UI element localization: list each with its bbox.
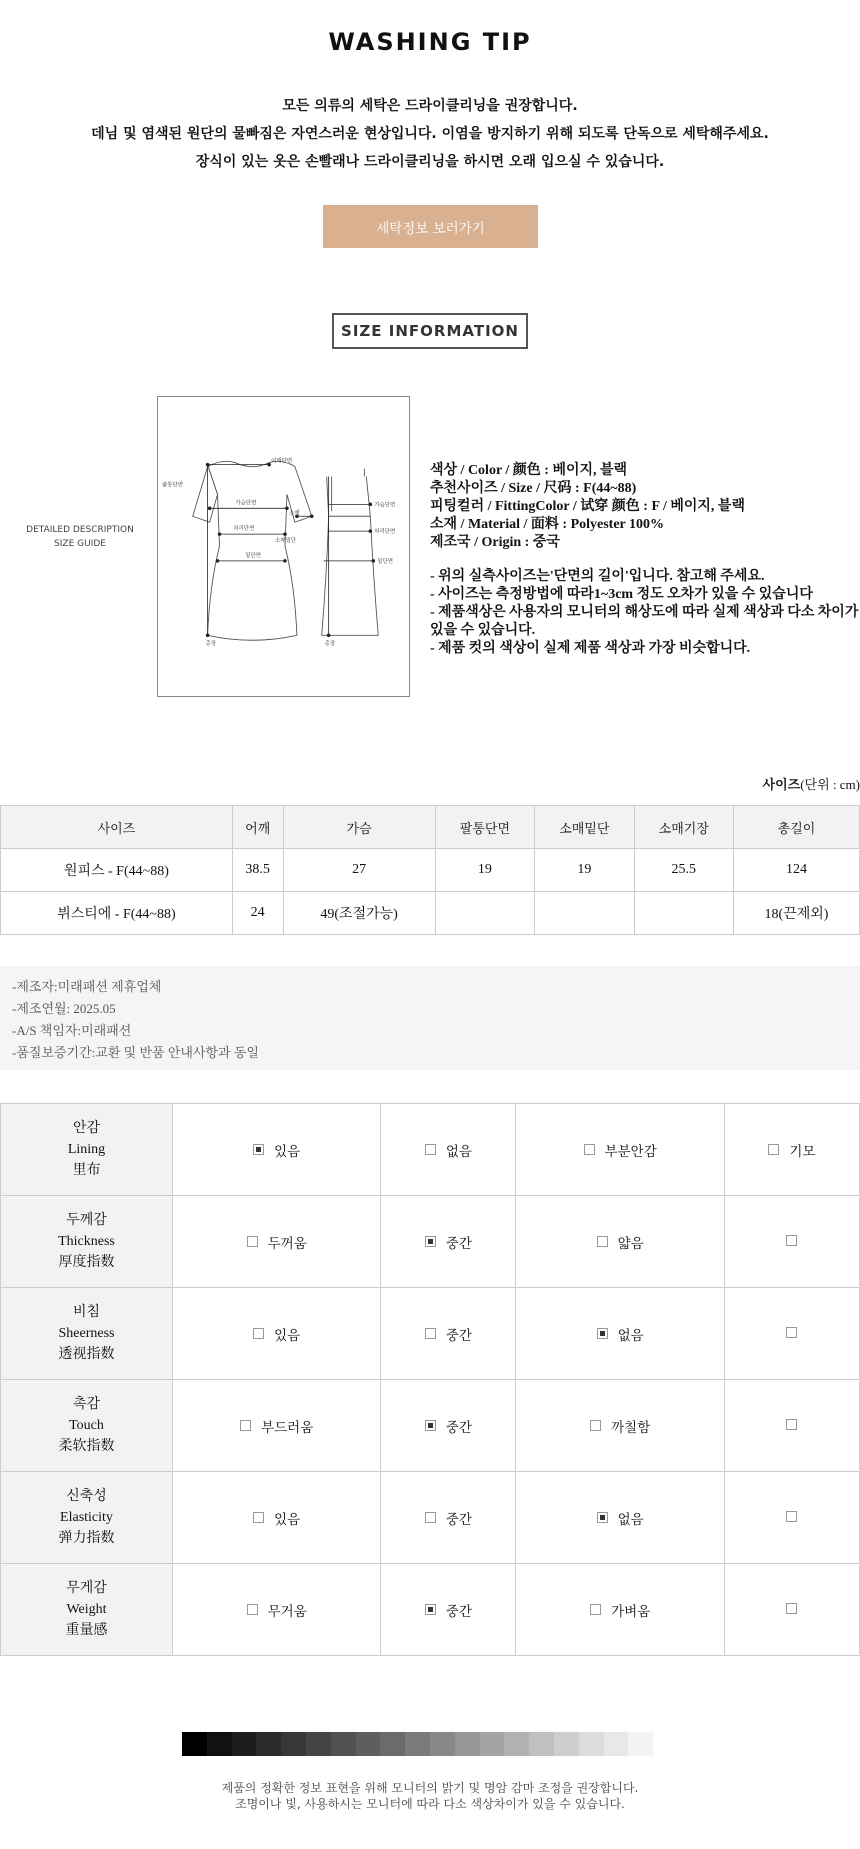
gray-swatch	[653, 1732, 678, 1756]
spec-notes	[430, 568, 860, 658]
fabric-property	[1, 1380, 173, 1472]
gray-swatch	[281, 1732, 306, 1756]
diagram-label: 팔통단면	[161, 482, 183, 489]
fabric-option	[381, 1196, 516, 1288]
unchecked-box-icon	[425, 1144, 436, 1155]
size-cell: 19	[435, 849, 534, 892]
fabric-row	[1, 1196, 860, 1288]
notice-line: 조명이나 빛, 사용하시는 모니터에 따라 다소 색상차이가 있을 수 있습니다.	[235, 1797, 625, 1811]
fabric-property-cn: 弹力指数	[58, 1531, 115, 1546]
size-cell	[634, 892, 733, 935]
fabric-property-cn: 里布	[72, 1163, 101, 1178]
unchecked-box-icon	[786, 1235, 797, 1246]
unchecked-box-icon	[786, 1511, 797, 1522]
gray-swatch	[504, 1732, 529, 1756]
fabric-option-item	[786, 1419, 797, 1430]
diagram-label: 소매밑단	[275, 538, 297, 545]
spec-note: - 사이즈는 측정방법에 따라1~3cm 정도 오차가 있을 수 있습니다	[430, 587, 813, 602]
fabric-option-item	[584, 1140, 657, 1160]
fabric-option	[381, 1472, 516, 1564]
size-col-header: 사이즈	[1, 806, 233, 849]
fabric-option-item	[590, 1416, 650, 1436]
fabric-option-label: 없음	[617, 1327, 644, 1344]
fabric-option-item	[253, 1324, 300, 1344]
washing-line: 모든 의류의 세탁은 드라이클리닝을 권장합니다.	[282, 98, 578, 114]
gray-swatch	[628, 1732, 653, 1756]
diagram-label: 밑단면	[377, 558, 394, 565]
table-row	[1, 892, 860, 935]
fabric-option-label: 있음	[274, 1143, 301, 1160]
fabric-property	[1, 1104, 173, 1196]
measure-lines	[208, 465, 374, 636]
fabric-property-en: Elasticity	[60, 1510, 113, 1525]
fabric-option	[724, 1472, 859, 1564]
fabric-option-item	[425, 1140, 472, 1160]
washing-line: 데님 및 염색된 원단의 물빠짐은 자연스러운 현상입니다. 이염을 방지하기 위해 되도록 단독으로 세탁해주세요.	[91, 126, 769, 142]
fabric-option	[381, 1564, 516, 1656]
checked-box-icon	[425, 1604, 436, 1615]
size-col-header: 팔통단면	[435, 806, 534, 849]
washing-line: 장식이 있는 옷은 손빨래나 드라이클리닝을 하시면 오래 입으실 수 있습니다.	[195, 154, 665, 170]
guide-label-line: DETAILED DESCRIPTION	[26, 525, 134, 535]
unchecked-box-icon	[768, 1144, 779, 1155]
unchecked-box-icon	[253, 1328, 264, 1339]
gray-swatch	[207, 1732, 232, 1756]
diagram-label: 가슴단면	[374, 502, 396, 509]
spec-note: - 제품색상은 사용자의 모니터의 해상도에 따라 실제 색상과 다소 차이가 있을 수 있습니다.	[430, 605, 859, 638]
fabric-property-cn: 厚度指数	[58, 1255, 115, 1270]
grayscale-calibration-bar	[182, 1732, 678, 1756]
fabric-option	[173, 1104, 381, 1196]
gray-swatch	[480, 1732, 505, 1756]
fabric-option	[516, 1196, 724, 1288]
fabric-property-en: Lining	[67, 1142, 106, 1157]
fabric-property-en: Sheerness	[58, 1326, 115, 1341]
fabric-property-en: Touch	[69, 1418, 104, 1433]
fabric-option-item	[247, 1232, 307, 1252]
checked-box-icon	[597, 1512, 608, 1523]
size-cell: 27	[283, 849, 435, 892]
fabric-option-label: 중간	[445, 1235, 472, 1252]
fabric-option	[173, 1196, 381, 1288]
size-col-header: 소매기장	[634, 806, 733, 849]
fabric-option	[173, 1472, 381, 1564]
fabric-option-item	[786, 1603, 797, 1614]
fabric-option	[516, 1472, 724, 1564]
notice-line: 제품의 정확한 정보 표현을 위해 모니터의 밝기 및 명암 감마 조정을 권장합니다.	[221, 1781, 639, 1795]
unchecked-box-icon	[247, 1236, 258, 1247]
manufacturer-line: -품질보증기간:교환 및 반품 안내사항과 동일	[12, 1045, 259, 1060]
fabric-option-item	[590, 1600, 650, 1620]
washing-info-button[interactable]: 세탁정보 보러가기	[323, 205, 538, 248]
size-cell: 원피스 - F(44~88)	[1, 849, 233, 892]
size-cell: 38.5	[232, 849, 283, 892]
unchecked-box-icon	[247, 1604, 258, 1615]
monitor-notice	[0, 1780, 860, 1812]
fabric-option-label: 있음	[274, 1511, 301, 1528]
gray-swatch	[604, 1732, 629, 1756]
fabric-option-item	[425, 1508, 472, 1528]
fabric-option	[516, 1288, 724, 1380]
fabric-property-cn: 重量感	[65, 1623, 108, 1638]
size-cell: 뷔스티에 - F(44~88)	[1, 892, 233, 935]
size-unit-label	[763, 774, 860, 793]
fabric-option-label: 없음	[445, 1143, 472, 1160]
unchecked-box-icon	[590, 1420, 601, 1431]
size-cell: 24	[232, 892, 283, 935]
unchecked-box-icon	[786, 1419, 797, 1430]
spec-note: - 위의 실측사이즈는'단면의 길이'입니다. 참고해 주세요.	[430, 569, 765, 584]
fabric-option-item	[425, 1416, 472, 1436]
fabric-property	[1, 1564, 173, 1656]
gray-swatch	[579, 1732, 604, 1756]
fabric-property	[1, 1472, 173, 1564]
fabric-option-label: 중간	[445, 1603, 472, 1620]
diagram-label: 어깨단면	[271, 458, 293, 465]
fabric-option	[381, 1104, 516, 1196]
fabric-table	[0, 1103, 860, 1656]
fabric-option-label: 부드러움	[261, 1419, 314, 1436]
gray-swatch	[405, 1732, 430, 1756]
garment-diagram-svg	[158, 397, 409, 696]
fabric-row	[1, 1380, 860, 1472]
guide-label-line: SIZE GUIDE	[54, 539, 106, 549]
gray-swatch	[232, 1732, 257, 1756]
fabric-option	[724, 1104, 859, 1196]
checked-box-icon	[597, 1328, 608, 1339]
checked-box-icon	[425, 1420, 436, 1431]
gray-swatch	[356, 1732, 381, 1756]
fabric-option-item	[768, 1140, 815, 1160]
manufacturer-line: -제조자:미래패션 제휴업체	[12, 979, 162, 994]
fabric-option	[724, 1196, 859, 1288]
fabric-row	[1, 1564, 860, 1656]
fabric-row	[1, 1472, 860, 1564]
fabric-option	[381, 1380, 516, 1472]
dress-outline	[193, 461, 312, 640]
fabric-option-item	[253, 1140, 300, 1160]
size-guide-label	[18, 523, 142, 551]
size-cell: 124	[733, 849, 859, 892]
size-table-header	[1, 806, 860, 849]
fabric-option-item	[786, 1511, 797, 1522]
fabric-option-item	[425, 1600, 472, 1620]
size-col-header: 소매밑단	[535, 806, 634, 849]
unchecked-box-icon	[590, 1604, 601, 1615]
fabric-option	[173, 1288, 381, 1380]
fabric-option-label: 두꺼움	[267, 1235, 307, 1252]
manufacturer-line: -제조연월: 2025.05	[12, 1001, 116, 1016]
unchecked-box-icon	[584, 1144, 595, 1155]
diagram-label: 밑단면	[245, 552, 262, 559]
fabric-option	[724, 1380, 859, 1472]
gray-swatch	[380, 1732, 405, 1756]
fabric-option-label: 중간	[445, 1419, 472, 1436]
fabric-option-item	[253, 1508, 300, 1528]
gray-swatch	[554, 1732, 579, 1756]
size-cell: 19	[535, 849, 634, 892]
size-table	[0, 805, 860, 935]
fabric-option	[516, 1380, 724, 1472]
fabric-option-item	[597, 1232, 644, 1252]
checked-box-icon	[425, 1236, 436, 1247]
fabric-property-ko: 안감	[72, 1121, 101, 1136]
fabric-option	[516, 1564, 724, 1656]
manufacturer-info	[0, 966, 860, 1070]
fabric-property	[1, 1288, 173, 1380]
size-unit-bold: 사이즈	[762, 778, 801, 793]
fabric-option-label: 무거움	[267, 1603, 307, 1620]
unchecked-box-icon	[786, 1603, 797, 1614]
size-diagram	[157, 396, 410, 697]
gray-swatch	[182, 1732, 207, 1756]
diagram-label: 소매	[288, 510, 300, 517]
size-cell: 25.5	[634, 849, 733, 892]
fabric-property-en: Weight	[66, 1602, 107, 1617]
size-col-header: 총길이	[733, 806, 859, 849]
gray-swatch	[529, 1732, 554, 1756]
fabric-property-cn: 柔软指数	[58, 1439, 115, 1454]
spec-origin: 제조국 / Origin : 중국	[430, 535, 560, 550]
unchecked-box-icon	[425, 1328, 436, 1339]
fabric-option-item	[425, 1324, 472, 1344]
gray-swatch	[455, 1732, 480, 1756]
fabric-option	[173, 1380, 381, 1472]
fabric-option-item	[425, 1232, 472, 1252]
checked-box-icon	[253, 1144, 264, 1155]
fabric-option-label: 없음	[617, 1511, 644, 1528]
fabric-option-label: 기모	[789, 1143, 816, 1160]
fabric-option-label: 얇음	[617, 1235, 644, 1252]
table-row	[1, 849, 860, 892]
diagram-label: 총장	[205, 641, 217, 648]
fabric-row	[1, 1104, 860, 1196]
size-cell: 18(끈제외)	[733, 892, 859, 935]
gray-swatch	[256, 1732, 281, 1756]
fabric-option	[724, 1564, 859, 1656]
size-col-header: 어깨	[232, 806, 283, 849]
fabric-option-item	[597, 1508, 644, 1528]
fabric-property-ko: 두께감	[66, 1213, 107, 1228]
fabric-option-label: 가벼움	[611, 1603, 651, 1620]
washing-tip-title: WASHING TIP	[328, 28, 532, 56]
fabric-option-item	[247, 1600, 307, 1620]
fabric-row	[1, 1288, 860, 1380]
gray-swatch	[430, 1732, 455, 1756]
unchecked-box-icon	[240, 1420, 251, 1431]
spec-color: 색상 / Color / 颜色 : 베이지, 블랙	[430, 463, 628, 478]
gray-swatch	[306, 1732, 331, 1756]
washing-instructions	[0, 92, 860, 176]
fabric-option-item	[597, 1324, 644, 1344]
spec-note: - 제품 컷의 색상이 실제 제품 색상과 가장 비슷합니다.	[430, 641, 751, 656]
spec-fitting: 피팅컬러 / FittingColor / 试穿 颜色 : F / 베이지, 블랙	[430, 499, 745, 514]
product-spec	[430, 462, 860, 552]
spec-material: 소재 / Material / 面料 : Polyester 100%	[430, 517, 665, 532]
unchecked-box-icon	[597, 1236, 608, 1247]
size-col-header: 가슴	[283, 806, 435, 849]
diagram-label: 총장	[324, 641, 336, 648]
diagram-label: 허리단면	[374, 529, 396, 536]
fabric-option-item	[786, 1235, 797, 1246]
fabric-option-label: 부분안감	[604, 1143, 657, 1160]
size-cell	[535, 892, 634, 935]
diagram-label: 허리단면	[233, 526, 255, 533]
manufacturer-line: -A/S 책임자:미래패션	[12, 1023, 132, 1038]
size-unit-text: (단위 : cm)	[800, 777, 860, 792]
measure-points	[206, 463, 375, 637]
fabric-property-ko: 신축성	[66, 1489, 107, 1504]
fabric-property-en: Thickness	[58, 1234, 115, 1249]
fabric-option-label: 까칠함	[611, 1419, 651, 1436]
size-cell	[435, 892, 534, 935]
fabric-property	[1, 1196, 173, 1288]
gray-swatch	[331, 1732, 356, 1756]
fabric-option	[381, 1288, 516, 1380]
bustier-outline	[322, 469, 379, 636]
fabric-option-label: 중간	[445, 1327, 472, 1344]
fabric-property-ko: 촉감	[72, 1397, 101, 1412]
fabric-option	[516, 1104, 724, 1196]
size-information-title: SIZE INFORMATION	[332, 313, 528, 349]
fabric-option-label: 중간	[445, 1511, 472, 1528]
fabric-property-ko: 비침	[72, 1305, 101, 1320]
fabric-property-ko: 무게감	[66, 1581, 107, 1596]
fabric-property-cn: 透视指数	[58, 1347, 115, 1362]
unchecked-box-icon	[425, 1512, 436, 1523]
spec-size: 추천사이즈 / Size / 尺码 : F(44~88)	[430, 481, 637, 496]
unchecked-box-icon	[253, 1512, 264, 1523]
fabric-option	[173, 1564, 381, 1656]
fabric-option	[724, 1288, 859, 1380]
size-cell: 49(조절가능)	[283, 892, 435, 935]
fabric-option-item	[240, 1416, 313, 1436]
unchecked-box-icon	[786, 1327, 797, 1338]
diagram-label: 가슴단면	[235, 500, 257, 507]
fabric-option-label: 있음	[274, 1327, 301, 1344]
fabric-option-item	[786, 1327, 797, 1338]
